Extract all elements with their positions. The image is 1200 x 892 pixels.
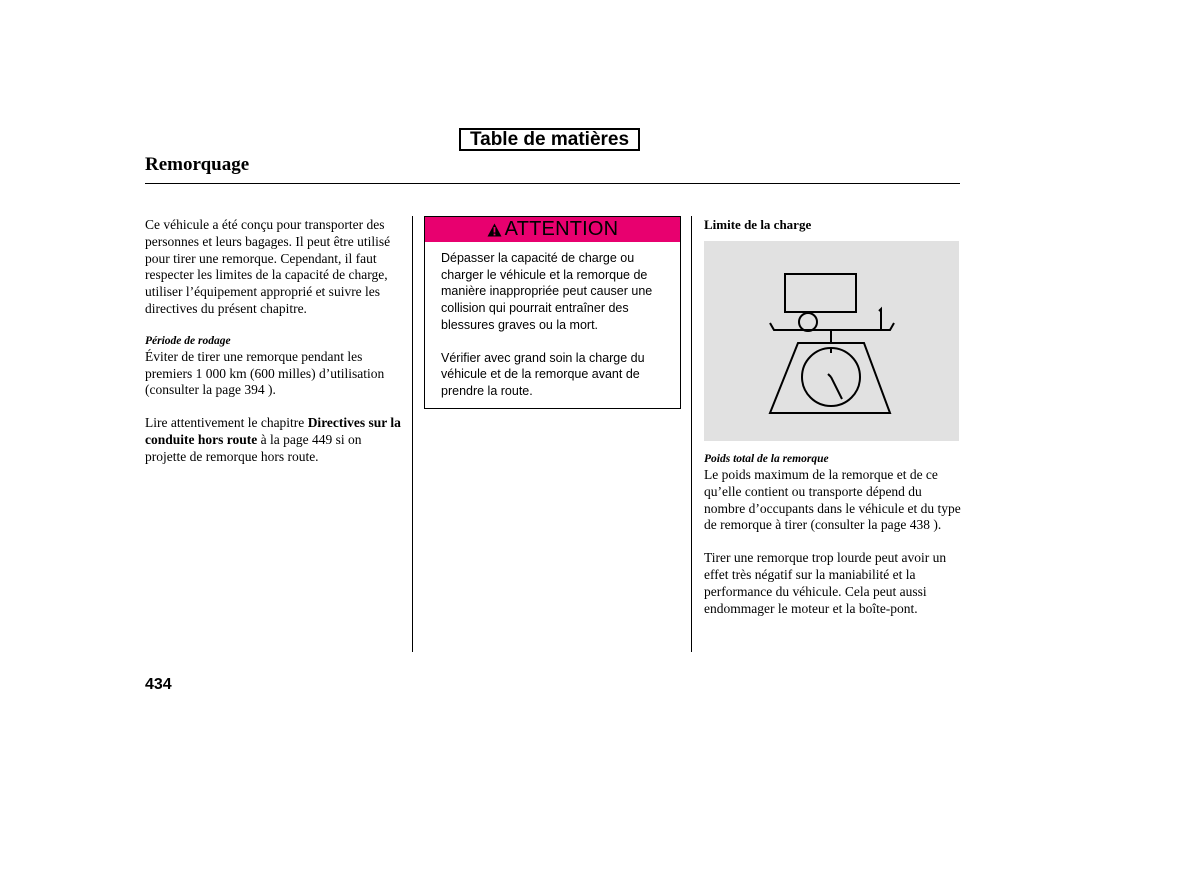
attention-label: ATTENTION [504,218,619,240]
header-rule [145,183,960,184]
trailer-weight-paragraph: Le poids maximum de la remorque et de ce qu’elle contient ou transporte dépend du nombre d’occupants dans le véhicule et du type de remorque à tirer (consulter la page 438 ). [704,467,961,533]
load-limit-heading: Limite de la charge [704,217,812,232]
section-title: Remorquage [145,154,250,175]
attention-header [425,217,680,242]
attention-paragraph-2: Vérifier avec grand soin la charge du véhicule et de la remorque avant de prendre la route. [441,350,645,398]
attention-paragraph-1: Dépasser la capacité de charge ou charger le véhicule et la remorque de manière inappropriée peut causer une collision qui pourrait entraîner des blessures graves ou la mort. [441,251,653,332]
scale-icon [704,241,959,441]
heavy-trailer-paragraph: Tirer une remorque trop lourde peut avoir un effet très négatif sur la maniabilité et la performance du véhicule. Cela peut aussi endommager le moteur et la boîte-pont. [704,550,947,616]
trailer-scale-illustration [704,241,959,441]
attention-box [424,216,681,409]
offroad-text-suffix: à la page 449 si on projette de remorque hors route. [145,431,362,464]
offroad-text-prefix: Lire attentivement le chapitre [145,415,308,431]
attention-body [425,242,680,400]
table-of-contents-button[interactable]: Table de matières [459,128,640,151]
offroad-chapter-link[interactable]: Directives sur la conduite hors route [145,415,401,447]
offroad-paragraph [145,415,403,465]
column-divider-right [691,216,692,652]
intro-paragraph: Ce véhicule a été conçu pour transporter des personnes et leurs bagages. Il peut être utilisé pour tirer une remorque. Cependant, il faut respecter les limites de la capacité de charge, utiliser l’équipement approprié et suivre les directives du présent chapitre. [145,217,391,316]
break-in-paragraph: Éviter de tirer une remorque pendant les premiers 1 000 km (600 milles) d’utilisation (consulter la page 394 ). [145,348,385,398]
left-column [145,217,403,466]
warning-icon [487,223,502,237]
break-in-subheading: Période de rodage [145,334,231,347]
right-column-text [704,452,962,617]
column-divider-left [412,216,413,652]
page-number: 434 [145,676,172,693]
trailer-weight-subheading: Poids total de la remorque [704,453,829,465]
